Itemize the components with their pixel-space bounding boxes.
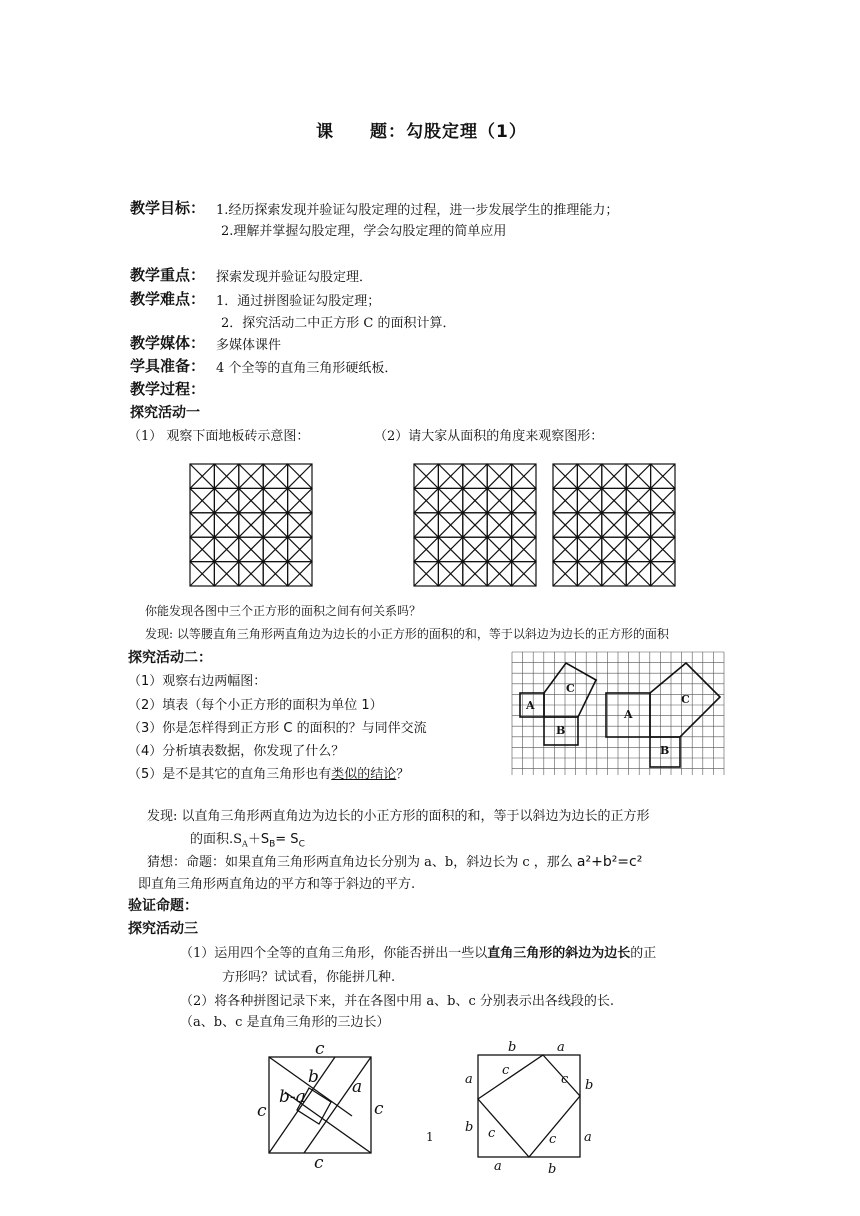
fig-left-label-left: c <box>257 1101 267 1121</box>
fig-left-label-bottom: c <box>314 1153 324 1173</box>
fig-left-label-a: a <box>352 1077 363 1097</box>
goals-line1: 1.经历探索发现并验证勾股定理的过程，进一步发展学生的推理能力； <box>216 203 619 218</box>
grid-label-b1: B <box>556 724 566 737</box>
activity3-item1: （1）运用四个全等的直角三角形，你能否拼出一些以直角三角形的斜边为边长的正 <box>180 946 657 961</box>
activity1-finding: 发现: 以等腰直角三角形两直角边为边长的小正方形的面积的和，等于以斜边为边长的正方形的面积 <box>145 627 669 641</box>
fig-left-label-b-minus-a: b-a <box>279 1087 306 1107</box>
fig-right-label-right-b: b <box>585 1078 594 1093</box>
fig-right-label-c2: c <box>561 1072 569 1087</box>
finding2-line2: 的面积$.S_A+S_B= S_C$ <box>190 832 305 850</box>
activity2-item-4: （4）分析填表数据，你发现了什么？ <box>128 744 345 759</box>
process-label: 教学过程： <box>130 380 206 398</box>
fig-right-label-c1: c <box>502 1063 510 1078</box>
activity3-item3: （a、b、c 是直角三角形的三边长） <box>180 1015 390 1030</box>
fig-right-label-bottom-b: b <box>548 1162 557 1177</box>
difficulty-label: 教学难点： <box>130 290 206 308</box>
fig-left-label-b: b <box>308 1067 319 1087</box>
activity1-q2: （2）请大家从面积的角度来观察图形： <box>374 429 604 444</box>
activity2-item-5: （5）是不是其它的直角三角形也有类似的结论？ <box>128 767 410 782</box>
grid-label-a1: A <box>526 699 535 712</box>
tools-text: 4 个全等的直角三角形硬纸板． <box>216 361 398 376</box>
media-label: 教学媒体： <box>130 334 206 352</box>
fig-right-label-c3: c <box>488 1126 496 1141</box>
goals-line2: 2.理解并掌握勾股定理，学会勾股定理的简单应用 <box>221 224 507 239</box>
goals-label: 教学目标： <box>130 199 206 217</box>
underlined-phrase: 类似的结论 <box>331 767 397 782</box>
fig-right-label-top-a: a <box>557 1040 565 1055</box>
grid-label-c1: C <box>566 682 575 695</box>
difficulty-line2: 2．探究活动二中正方形 C 的面积计算． <box>221 316 456 331</box>
grid-label-a2: A <box>624 708 633 721</box>
tools-label: 学具准备： <box>130 357 206 375</box>
guess-line2: 即直角三角形两直角边的平方和等于斜边的平方. <box>138 877 416 892</box>
activity3-heading: 探究活动三 <box>128 921 198 937</box>
media-text: 多媒体课件 <box>216 338 282 353</box>
verify-heading: 验证命题： <box>128 898 198 914</box>
activity2-item-3: （3）你是怎样得到正方形 C 的面积的？与同伴交流 <box>128 721 427 736</box>
activity2-item-2: （2）填表（每个小正方形的面积为单位 1） <box>128 698 383 713</box>
fig-right-label-right-a: a <box>584 1130 592 1145</box>
fig-right-label-left-a: a <box>465 1072 473 1087</box>
focus-label: 教学重点： <box>130 266 206 284</box>
fig-left-label-right: c <box>374 1099 384 1119</box>
fig-right-label-left-b: b <box>465 1120 474 1135</box>
grid-label-b2: B <box>660 744 670 757</box>
page-number: 1 <box>426 1130 434 1144</box>
focus-text: 探索发现并验证勾股定理． <box>216 270 373 285</box>
grid-label-c2: C <box>681 693 690 706</box>
activity3-item1-cont: 方形吗？试试看，你能拼几种. <box>222 970 396 985</box>
fig-left-label-top: c <box>315 1039 325 1059</box>
activity1-q1: （1） 观察下面地板砖示意图： <box>128 429 310 444</box>
fig-right-label-top-b: b <box>508 1040 517 1055</box>
activity1-question: 你能发现各图中三个正方形的面积之间有何关系吗？ <box>145 604 422 618</box>
page-title: 课 题：勾股定理（1） <box>316 122 527 142</box>
activity2-item-1: （1）观察右边两幅图： <box>128 674 267 689</box>
fig-right-label-c4: c <box>549 1132 557 1147</box>
fig-right-label-bottom-a: a <box>494 1159 502 1174</box>
finding2-line1: 发现: 以直角三角形两直角边为边长的小正方形的面积的和，等于以斜边为边长的正方形 <box>147 809 650 824</box>
activity3-item2: （2）将各种拼图记录下来，并在各图中用 a、b、c 分别表示出各线段的长. <box>180 994 615 1009</box>
difficulty-line1: 1．通过拼图验证勾股定理； <box>216 294 381 309</box>
pythagorean-formula: a²+b²=c² <box>576 854 643 870</box>
activity2-heading: 探究活动二： <box>128 650 212 666</box>
guess-line1: 猜想：命题：如果直角三角形两直角边长分别为 a、b，斜边长为 c ，那么 a²+b²=c² <box>147 854 643 870</box>
activity1-heading: 探究活动一 <box>130 405 200 421</box>
